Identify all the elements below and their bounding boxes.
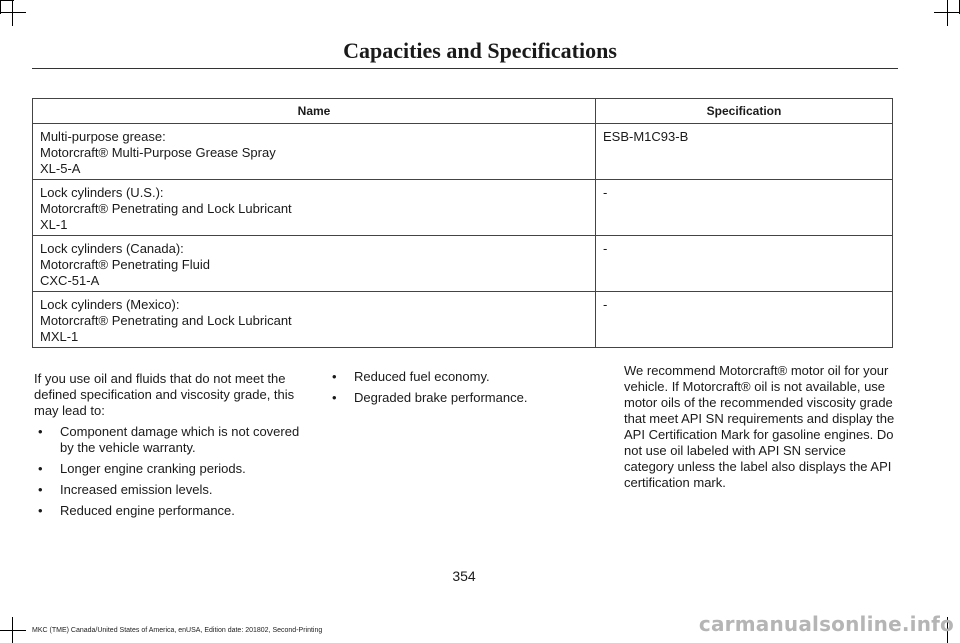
cell-text: Lock cylinders (Canada): <box>40 241 184 256</box>
cell-name <box>33 124 596 180</box>
watermark: carmanualsonline.info <box>698 612 954 636</box>
cell-specification: - <box>596 236 893 292</box>
cell-text: Motorcraft® Penetrating and Lock Lubricant <box>40 313 292 328</box>
table-row <box>33 124 893 180</box>
cell-specification: ESB-M1C93-B <box>596 124 893 180</box>
table-row <box>33 292 893 348</box>
body-column-3 <box>624 363 896 491</box>
cell-text: CXC-51-A <box>40 273 100 288</box>
footer-edition: MKC (TME) Canada/United States of America, enUSA, Edition date: 201802, Second-Printing <box>32 627 323 634</box>
body-column-1 <box>34 371 310 519</box>
cell-text: Motorcraft® Penetrating and Lock Lubricant <box>40 201 292 216</box>
list-item: • Reduced engine performance. <box>34 503 310 519</box>
cell-text: Motorcraft® Penetrating Fluid <box>40 257 210 272</box>
page-number: 354 <box>452 568 476 584</box>
cell-text: Motorcraft® Multi-Purpose Grease Spray <box>40 145 276 160</box>
body-column-2 <box>328 369 598 406</box>
list-item: • Increased emission levels. <box>34 482 310 498</box>
crop-mark <box>0 12 26 13</box>
page-title: Capacities and Specifications <box>343 38 617 63</box>
intro-paragraph: If you use oil and fluids that do not meet the defined specification and viscosity grade, this may lead to: <box>34 371 295 418</box>
table-row <box>33 180 893 236</box>
list-item: • Degraded brake performance. <box>328 390 598 406</box>
column-header-name: Name <box>33 99 596 124</box>
cell-text: Lock cylinders (U.S.): <box>40 185 164 200</box>
specification-table <box>32 98 893 348</box>
crop-mark <box>0 630 26 631</box>
recommendation-paragraph: We recommend Motorcraft® motor oil for your vehicle. If Motorcraft® oil is not available, use motor oils of the recommended viscosity grade that meet API SN requirements and display the API Certification Mark for gasoline engines. Do not use oil labeled with API SN service category unless the label also displays the API certification mark. <box>624 363 895 490</box>
list-item: • Longer engine cranking periods. <box>34 461 310 477</box>
crop-mark <box>947 0 948 26</box>
table-header-row <box>33 99 893 124</box>
table-row <box>33 236 893 292</box>
cell-name <box>33 292 596 348</box>
cell-text: MXL-1 <box>40 329 79 344</box>
cell-specification: - <box>596 292 893 348</box>
list-item: • Component damage which is not covered by the vehicle warranty. <box>34 424 310 456</box>
cell-name <box>33 180 596 236</box>
title-divider <box>32 68 898 69</box>
cell-text: XL-1 <box>40 217 68 232</box>
cell-text: Multi-purpose grease: <box>40 129 166 144</box>
list-item: • Reduced fuel economy. <box>328 369 598 385</box>
column-header-specification: Specification <box>596 99 893 124</box>
crop-mark <box>12 0 13 26</box>
cell-text: XL-5-A <box>40 161 81 176</box>
crop-mark <box>934 12 960 13</box>
cell-name <box>33 236 596 292</box>
bullet-list <box>34 424 310 519</box>
cell-text: Lock cylinders (Mexico): <box>40 297 180 312</box>
cell-specification: - <box>596 180 893 236</box>
bullet-list <box>328 369 598 406</box>
